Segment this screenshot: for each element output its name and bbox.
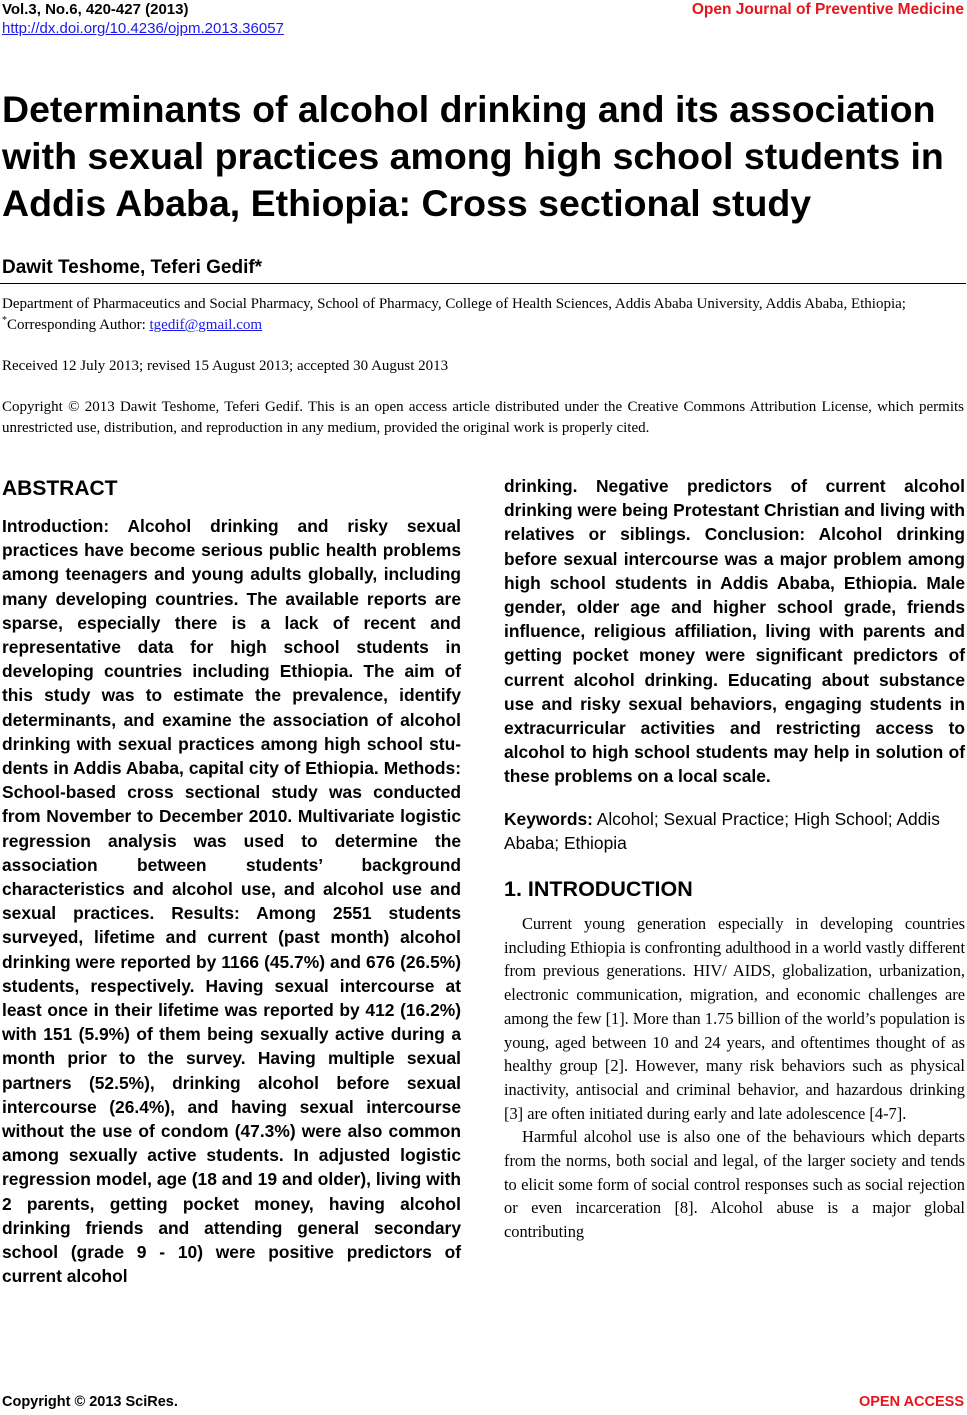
corresponding-email-link[interactable]: tgedif@gmail.com: [149, 317, 263, 333]
received-dates: Received 12 July 2013; revised 15 August 2013; accepted 30 August 2013: [2, 358, 449, 374]
keywords-label: Keywords:: [504, 808, 593, 829]
abstract-heading: ABSTRACT: [2, 477, 118, 500]
introduction-paragraph-1: Current young generation especially in developing countries including Ethiopia is confronting adulthood in a world vastly different from previous generations. HIV/ AIDS, globalization, urbanization, electronic communication, migration, and economic challenges are among the few [1]. More than 1.75 billion of the world’s population is young, aged between 10 and 24 years, and oftentimes thought of as healthy group [2]. However, many risk behaviors such as physical inactivity, antisocial and criminal behavior, and hazardous drinking [3] are often initiated during early and late adolescence [4-7].: [504, 914, 965, 1123]
left-column: [2, 476, 461, 1289]
journal-name: Open Journal of Preventive Medicine: [691, 1, 964, 18]
affiliation-text: Department of Pharmaceutics and Social Pharmacy, School of Pharmacy, College of Health Sciences, Addis Ababa University, Addis Ababa, Ethiopia;: [2, 296, 906, 312]
abstract-text-right: drinking. Negative predictors of current alcohol drinking were being Protestant Christian and living with relatives or siblings. Conclusion: Alcohol drinking before sexual intercourse was a major problem among high school students in Addis Ababa, Ethiopia. Male gender, older age and higher school grade, friends influence, religious affiliation, living with parents and getting pocket money were significant predictors of current alcohol drinking. Educating about substance use and risky sexual behaviors, engaging students in extracurricular activities and restricting access to alcohol to high school students may help in solution of these problems on a local scale.: [504, 476, 965, 787]
author-divider: [0, 283, 966, 284]
author-list: Dawit Teshome, Teferi Gedif*: [2, 257, 263, 278]
running-header-left: [2, 0, 284, 38]
footer-copyright: Copyright © 2013 SciRes.: [2, 1394, 178, 1410]
introduction-heading: 1. INTRODUCTION: [504, 877, 693, 902]
corresponding-label: Corresponding Author:: [7, 317, 150, 333]
footer-open-access: OPEN ACCESS: [858, 1394, 964, 1410]
volume-info: Vol.3, No.6, 420-427 (2013): [2, 1, 189, 18]
doi-link[interactable]: http://dx.doi.org/10.4236/ojpm.2013.36057: [2, 20, 284, 37]
abstract-text-left: Introduction: Alcohol drinking and risky sexual practices have become serious public health problems among teenagers and young adults globally, including many developing countries. The available reports are sparse, especially there is a lack of recent and representative data for high school students in developing countries including Ethiopia. The aim of this study was to estimate the prevalence, identify determinants, and examine the association of alcohol drinking with sexual practices among high school students in Addis Ababa, capital city of Ethiopia. Methods: School-based cross sectional study was conducted from November to December 2010. Multivariate logistic regression analysis was used to determine the association between students’ background characteristics and alcohol use, and alcohol use and sexual practices. Results: Among 2551 students surveyed, lifetime and current (past month) alcohol drinking were reported by 1166 (45.7%) and 676 (26.5%) students, respectively. Having sexual intercourse at least once in their lifetime was reported by 412 (16.2%) with 151 (5.9%) of them being sexually active during a month prior to the survey. Having multiple sexual partners (52.5%), drinking alcohol before sexual intercourse (26.4%), and having sexual intercourse without the use of condom (47.3%) were also common among sexually active students. In adjusted logistic regression model, age (18 and 19 and older), living with 2 parents, getting pocket money, having alcohol drinking friends and attending general secondary school (grade 9 - 10) were positive predictors of current alcohol: [2, 516, 461, 1287]
right-column: [504, 476, 965, 1244]
introduction-paragraph-2: Harmful alcohol use is also one of the behaviours which departs from the norms, both social and legal, of the larger society and tends to elicit some form of social control responses such as social rejection or even incarceration [8]. Alcohol abuse is a major global contributing: [504, 1127, 965, 1242]
keywords-line: [504, 807, 965, 855]
copyright-notice: Copyright © 2013 Dawit Teshome, Teferi Gedif. This is an open access article distributed under the Creative Commons Attribution License, which permits unrestricted use, distribution, and reproduction in any medium, provided the original work is properly cited.: [2, 399, 964, 436]
article-title: Determinants of alcohol drinking and its association with sexual practices among high school students in Addis Ababa, Ethiopia: Cross sectional study: [2, 88, 944, 224]
affiliation-block: [2, 294, 964, 336]
keywords-list: Alcohol; Sexual Practice; High School; Addis Ababa; Ethiopia: [504, 808, 940, 853]
corresponding-mark: *: [2, 315, 7, 326]
